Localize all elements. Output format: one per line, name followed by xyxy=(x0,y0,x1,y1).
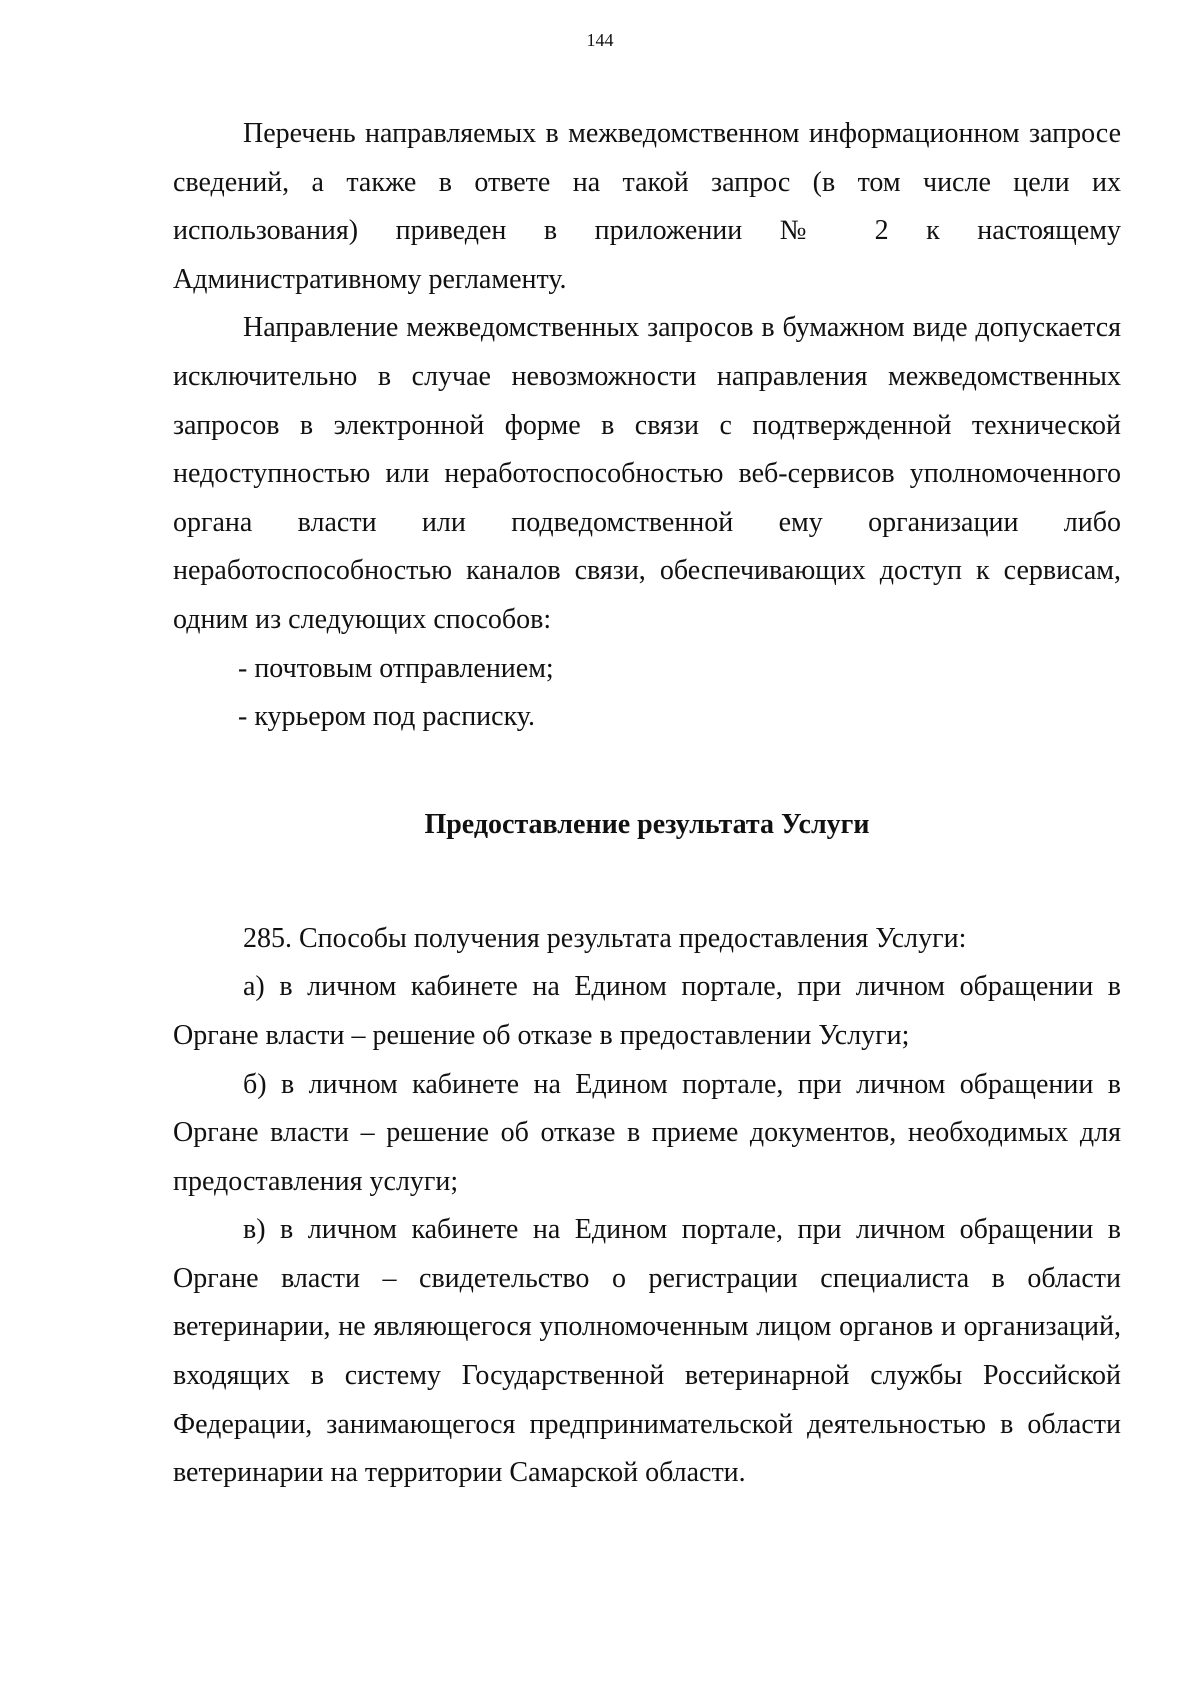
section-heading: Предоставление результата Услуги xyxy=(424,808,870,840)
paragraph-285: 285. Способы получения результата предоставления Услуги: xyxy=(243,922,967,954)
paragraph-item-b: б) в личном кабинете на Едином портале, при личном обращении в Органе власти – решение об отказе в приеме документов, необходимых для предоставления услуги; xyxy=(173,1068,1121,1197)
paragraph-item-a: а) в личном кабинете на Едином портале, при личном обращении в Органе власти – решение об отказе в предоставлении Услуги; xyxy=(173,971,1121,1051)
spacer xyxy=(173,742,1121,801)
spacer xyxy=(173,849,1121,915)
list-item-courier: - курьером под расписку. xyxy=(238,701,535,733)
document-body xyxy=(173,110,1121,1498)
paragraph-item-v: в) в личном кабинете на Едином портале, при личном обращении в Органе власти – свидетельство о регистрации специалиста в области ветеринарии, не являющегося уполномоченным лицом органов и организаций, входящих в систему Государственной ветеринарной службы Российской Федерации, занимающегося предпринимательской деятельностью в области ветеринарии на территории Самарской области. xyxy=(173,1214,1121,1489)
paragraph-request-list: Перечень направляемых в межведомственном информационном запросе сведений, а также в ответе на такой запрос (в том числе цели их использования) приведен в приложении № 2 к настоящему Административному регламенту. xyxy=(173,118,1121,295)
page-number: 144 xyxy=(586,30,614,50)
paragraph-paper-requests: Направление межведомственных запросов в бумажном виде допускается исключительно в случае невозможности направления межведомственных запросов в электронной форме в связи с подтвержденной технической недоступностью или неработоспособностью веб-сервисов уполномоченного органа власти или подведомственной ему организации либо неработоспособностью каналов связи, обеспечивающих доступ к сервисам, одним из следующих способов: xyxy=(173,312,1121,635)
list-item-postal: - почтовым отправлением; xyxy=(238,652,554,684)
